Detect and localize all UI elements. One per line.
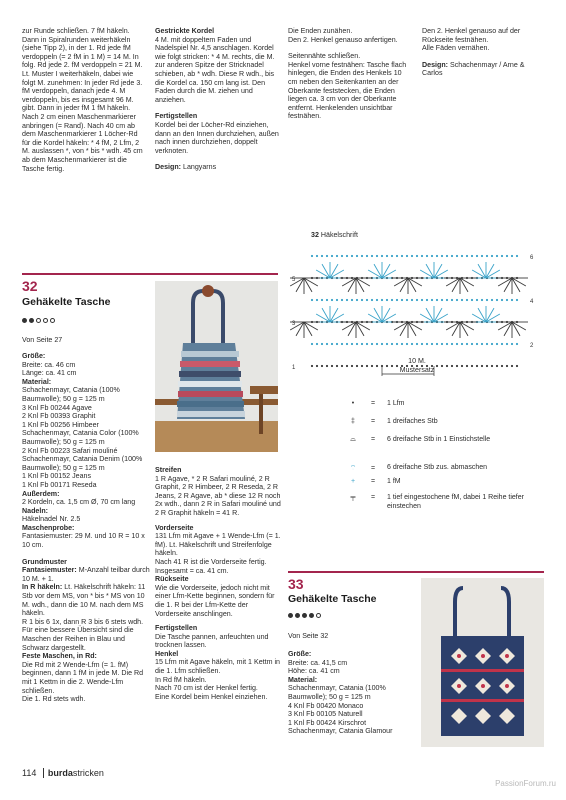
chart-stitch: [371, 299, 373, 301]
p33-mat: Schachenmayr, Catania (100% Baumwolle); 50 g = 125 m 4 Knl Fb 00420 Monaco 3 Knl Fb 00105 Naturell 1 Knl Fb 00424 Kirschrot Schachenmayr, Catania Glamour: [288, 684, 393, 736]
chart-stitch: [431, 255, 433, 257]
chart-stitch: [321, 299, 323, 301]
chart-stitch: [351, 343, 353, 345]
chart-stitch: [346, 255, 348, 257]
chart-stitch: [461, 365, 463, 367]
p32-ir-line: In R häkeln: Lt. Häkelschrift häkeln: 11 Stb vor dem MS, von * bis * MS von 10 M. wdh., dann die 10 M. nach dem MS häkeln. R 1 bis 6 1x, dann R 3 bis 6 stets wdh. Für eine bessere Übersicht sind die Maschen der Reihen in Blau und Schwarz dargestellt.: [22, 583, 146, 652]
vs-text: 131 Lfm mit Agave + 1 Wende-Lfm (= 1. fM). Lt. Häkelschrift und Streifenfolge häkeln. Nach 41 R ist die Vorderseite fertig. Insgesamt = ca. 41 cm.: [155, 532, 281, 575]
legend-row: [335, 494, 555, 511]
chart-stitch: [511, 255, 513, 257]
chart-stitch: [506, 343, 508, 345]
legend-text: 1 dreifaches Stb: [387, 418, 438, 425]
p33-rule: [288, 571, 544, 573]
chart-stitch: [451, 343, 453, 345]
chart-row-number: 3: [292, 321, 296, 327]
design-line: Design: Langyarns: [155, 163, 217, 172]
chart-stitch: [361, 365, 363, 367]
legend-text: 6 dreifache Stb in 1 Einstichstelle: [387, 436, 491, 443]
chart-stitch: [491, 299, 493, 301]
chart-stitch: [371, 365, 373, 367]
chart-stitch: [361, 255, 363, 257]
legend-row: [335, 436, 555, 445]
chart-stitch: [481, 343, 483, 345]
chart-stitch: [481, 299, 483, 301]
chart-stitch: [411, 299, 413, 301]
chart-stitch: [441, 343, 443, 345]
p32-photo: [155, 281, 278, 452]
chart-stitch: [406, 343, 408, 345]
chart-stitch: [406, 255, 408, 257]
chart-stitch: [381, 255, 383, 257]
fs-heading: Fertigstellen: [155, 624, 198, 633]
chart-stitch: [451, 255, 453, 257]
chart-stitch: [411, 255, 413, 257]
vs-heading: Vorderseite: [155, 523, 194, 532]
fertig-text: Kordel bei der Löcher-Rd einziehen, dann an den Innen durchziehen, außen nach innen durchziehen, doppelt verknoten.: [155, 120, 279, 155]
chart-stitch: [396, 255, 398, 257]
chart-stitch: [311, 299, 313, 301]
chart-stitch: [481, 365, 483, 367]
chart-stitch: [511, 365, 513, 367]
chart-stitch: [386, 343, 388, 345]
chart-row-number: 4: [530, 299, 534, 305]
chart-stitch: [476, 365, 478, 367]
p32-details: [22, 352, 150, 704]
chart-stitch: [401, 255, 403, 257]
chart-stitch: [311, 365, 313, 367]
chart-stitch: [336, 299, 338, 301]
chart-stitch: [431, 299, 433, 301]
chart-stitch: [351, 365, 353, 367]
chart-stitch: [516, 365, 518, 367]
p32-fmr: Die Rd mit 2 Wende-Lfm (= 1. fM) beginnen, dann 1 fM in jede M. Die Rd mit 1 Kettm in die 2. Wende-Lfm schließen. Die 1. Rd stets wdh.: [22, 660, 144, 704]
chart-stitch: [321, 365, 323, 367]
chart-stitch: [466, 255, 468, 257]
chart-stitch: [341, 255, 343, 257]
chart-stitch: [361, 343, 363, 345]
chart-stitch: [496, 255, 498, 257]
chart-row-number: 5: [292, 277, 296, 283]
legend-symbol: ╤: [350, 494, 356, 501]
chart-stitch: [341, 299, 343, 301]
p32-mat: Schachenmayr, Catania (100% Baumwolle); 50 g = 125 m 3 Knl Fb 00244 Agave 2 Knl Fb 00393 Graphit 1 Knl Fb 00256 Himbeer Schachenmayr, Catania Color (100% Baumwolle); 50 g = 125 m 2 Knl Fb 00223 Safari mouliné Schachenmayr, Catania Denim (100% Baumwolle); 50 g = 125 m 1 Knl Fb 00152 Jeans 1 Knl Fb 00171 Reseda: [22, 386, 143, 489]
chart-stitch: [371, 343, 373, 345]
chart-stitch: [391, 299, 393, 301]
chart-stitch: [426, 299, 428, 301]
chart-stitch: [316, 255, 318, 257]
chart-stitch: [471, 255, 473, 257]
difficulty-dot: [22, 318, 27, 323]
p33-size: Breite: ca. 41,5 cm Höhe: ca. 41 cm: [288, 658, 348, 676]
col2-top: [155, 27, 283, 172]
chart-row-number: 1: [292, 365, 296, 371]
p33-from: Von Seite 32: [288, 632, 329, 640]
legend-equals: =: [371, 418, 376, 425]
legend-symbol: •: [351, 400, 355, 407]
p33-number: 33: [288, 576, 304, 592]
chart-stitch: [446, 365, 448, 367]
chart-stitch: [341, 343, 343, 345]
chart-stitch: [511, 299, 513, 301]
legend-row: [335, 400, 555, 409]
chart-stitch: [326, 255, 328, 257]
difficulty-dot: [50, 318, 55, 323]
p32-nad-heading: Nadeln:: [22, 506, 49, 515]
legend-symbol: ‡: [351, 418, 355, 425]
legend-equals: =: [371, 478, 376, 485]
p32-mp-heading: Maschenprobe:: [22, 523, 75, 532]
chart-stitch: [481, 255, 483, 257]
legend-equals: =: [371, 494, 376, 501]
col4-text: Den 2. Henkel genauso auf der Rückseite festnähen. Alle Fäden vernähen.: [422, 27, 521, 53]
chart-stitch: [516, 343, 518, 345]
chart-stitch: [376, 343, 378, 345]
chart-row-number: 6: [530, 255, 534, 261]
legend-row: [335, 464, 555, 473]
legend-symbol: +: [350, 478, 356, 485]
legend-text: 6 dreifache Stb zus. abmaschen: [387, 464, 488, 471]
difficulty-dot: [295, 613, 300, 618]
chart-stitch: [406, 299, 408, 301]
chart-stitch: [321, 343, 323, 345]
chart-stitch: [386, 365, 388, 367]
chart-ms: 10 M. Mustersatz: [399, 357, 435, 374]
chart-stitch: [501, 255, 503, 257]
chart-stitch: [326, 299, 328, 301]
p32-aus-heading: Außerdem:: [22, 489, 60, 498]
chart-stitch: [456, 299, 458, 301]
col4-design: Design: Schachenmayr / Arne & Carlos: [422, 60, 525, 78]
difficulty-dot: [36, 318, 41, 323]
chart-stitch: [516, 255, 518, 257]
chart-stitch: [416, 343, 418, 345]
chart-stitch: [366, 255, 368, 257]
p32-nad: Häkelnadel Nr. 2.5: [22, 515, 81, 524]
chart-stitch: [486, 365, 488, 367]
chart-stitch: [506, 299, 508, 301]
chart-stitch: [316, 365, 318, 367]
col1-text: zur Runde schließen. 7 fM häkeln. Dann in Spiralrunden weiterhäkeln (siehe Tipp 2), in der 1. Rd jede fM verdoppeln (= 2 fM in 1 M) = 14 M. In folg. Rd jede 2. fM verdoppeln = 21 M. Lt. Muster I weiterhäkeln, dabei wie folgt M. zunehmen: In jeder Rd jede 3. fM verdoppeln, danach jede 4. M verdoppeln, bis es insgesamt 96 M. gibt. Dann in jeder fM 1 fM häkeln. Nach 2 cm einen Maschenmarkierer anbringen (= Rand). Nach 40 cm ab dem Maschenmarkierer 1 Löcher-Rd für die Kordel häkeln: * 4 fM, 2 Lfm, 2 M. auslassen *, von * bis * wdh. 45 cm ab dem Maschenmarkierer ist die Tasche fertig.: [22, 27, 143, 173]
chart-stitch: [396, 343, 398, 345]
p33-title: Gehäkelte Tasche: [288, 593, 377, 605]
chart-stitch: [361, 299, 363, 301]
chart-stitch: [376, 299, 378, 301]
difficulty-dot: [316, 613, 321, 618]
legend-row: [335, 478, 555, 487]
legend-equals: =: [371, 400, 376, 407]
chart-stitch: [341, 365, 343, 367]
chart-stitch: [466, 343, 468, 345]
difficulty-dot: [29, 318, 34, 323]
chart-stitch: [326, 343, 328, 345]
p32-mat-heading: Material:: [22, 377, 52, 386]
chart-stitch: [316, 299, 318, 301]
chart-stitch: [311, 343, 313, 345]
chart-stitch: [446, 299, 448, 301]
legend-row: [335, 418, 555, 427]
legend-text: 1 Lfm: [387, 400, 405, 407]
p33-photo: [421, 578, 544, 747]
chart-stitch: [456, 343, 458, 345]
chart-stitch: [451, 365, 453, 367]
p32-size-heading: Größe:: [22, 352, 46, 360]
fertig-heading: Fertigstellen: [155, 112, 198, 121]
hk-text: 15 Lfm mit Agave häkeln, mit 1 Kettm in die 1. Lfm schließen. In Rd fM häkeln. Nach 70 cm ist der Henkel fertig. Eine Kordel beim Henkel einziehen.: [155, 658, 280, 701]
chart-stitch: [366, 365, 368, 367]
chart-stitch: [336, 255, 338, 257]
chart-stitch: [516, 299, 518, 301]
chart-stitch: [436, 255, 438, 257]
chart-stitch: [501, 365, 503, 367]
chart-stitch: [356, 343, 358, 345]
col3-text2: Henkel vorne festnähen: Tasche flach hinlegen, die Enden des Henkels 10 cm neben den Seitenkanten an der Oberkante feststecken, die Enden liegen ca. 3 cm von der Oberkante entfernt. Henkelenden unsichtbar festnähen.: [288, 60, 407, 121]
col4-top: [422, 27, 546, 78]
chart-stitch: [441, 299, 443, 301]
chart-stitch: [416, 255, 418, 257]
chart-stitch: [421, 343, 423, 345]
chart-stitch: [321, 255, 323, 257]
chart-stitch: [456, 255, 458, 257]
chart-stitch: [351, 299, 353, 301]
p32-difficulty: [22, 318, 55, 323]
chart-stitch: [356, 365, 358, 367]
chart-stitch: [426, 343, 428, 345]
chart-stitch: [486, 299, 488, 301]
brand: burdastricken: [43, 768, 104, 778]
chart-stitch: [371, 255, 373, 257]
chart-stitch: [426, 255, 428, 257]
chart-stitch: [396, 299, 398, 301]
legend-text: 1 fM: [387, 478, 401, 485]
chart-stitch: [356, 255, 358, 257]
chart-stitch: [441, 255, 443, 257]
chart-stitch: [496, 365, 498, 367]
col3-heading: Seitennähte schließen.: [288, 52, 361, 61]
chart-stitch: [336, 343, 338, 345]
chart-stitch: [411, 343, 413, 345]
chart-stitch: [446, 343, 448, 345]
chart-stitch: [391, 343, 393, 345]
chart-stitch: [476, 343, 478, 345]
chart-stitch: [416, 299, 418, 301]
chart-stitch: [381, 343, 383, 345]
chart-stitch: [391, 365, 393, 367]
col3-top: [288, 27, 412, 121]
legend-text: 1 tief eingestochene fM, dabei 1 Reihe tiefer einstechen: [387, 494, 524, 510]
chart-stitch: [496, 343, 498, 345]
difficulty-dot: [309, 613, 314, 618]
chart-stitch: [346, 343, 348, 345]
chart-stitch: [331, 299, 333, 301]
chart-stitch: [471, 343, 473, 345]
col3-text1: Die Enden zunähen. Den 2. Henkel genauso anfertigen.: [288, 27, 398, 44]
p33-details: [288, 650, 416, 736]
p33-difficulty: [288, 613, 321, 618]
chart-stitch: [466, 365, 468, 367]
chart-stitch: [506, 365, 508, 367]
streifen-text: 1 R Agave, * 2 R Safari mouliné, 2 R Graphit, 2 R Himbeer, 2 R Reseda, 2 R Jeans, 2 R Agave, ab * diese 12 R noch 2x wdh., dann 2 R in Safari mouliné und 2 R Graphit häkeln = 41 R.: [155, 474, 281, 517]
chart-stitch: [461, 343, 463, 345]
chart-stitch: [491, 343, 493, 345]
p33-mat-heading: Material:: [288, 675, 318, 684]
chart-stitch: [351, 255, 353, 257]
chart-stitch: [451, 299, 453, 301]
p32-fmr-heading: Feste Maschen, in Rd:: [22, 652, 97, 661]
chart-stitch: [491, 365, 493, 367]
chart-row-number: 2: [530, 343, 534, 349]
chart-stitch: [376, 255, 378, 257]
chart-stitch: [441, 365, 443, 367]
chart-stitch: [446, 255, 448, 257]
legend-equals: =: [371, 436, 376, 443]
difficulty-dot: [43, 318, 48, 323]
chart-stitch: [381, 299, 383, 301]
streifen-heading: Streifen: [155, 466, 182, 474]
kordel-heading: Gestrickte Kordel: [155, 27, 215, 35]
chart-stitch: [366, 299, 368, 301]
chart-stitch: [486, 343, 488, 345]
chart-stitch: [471, 299, 473, 301]
chart-stitch: [366, 343, 368, 345]
chart-stitch: [421, 255, 423, 257]
chart-stitch: [431, 343, 433, 345]
chart-stitch: [436, 343, 438, 345]
chart-stitch: [376, 365, 378, 367]
chart-stitch: [501, 299, 503, 301]
chart-stitch: [466, 299, 468, 301]
chart-stitch: [401, 299, 403, 301]
chart-stitch: [461, 255, 463, 257]
chart-stitch: [356, 299, 358, 301]
chart-stitch: [471, 365, 473, 367]
chart-stitch: [496, 299, 498, 301]
chart-stitch: [456, 365, 458, 367]
col1-top: [22, 27, 146, 173]
p32-rule: [22, 273, 278, 275]
hk-heading: Henkel: [155, 649, 179, 658]
chart-stitch: [421, 299, 423, 301]
difficulty-dot: [302, 613, 307, 618]
p32-from: Von Seite 27: [22, 336, 63, 344]
p32-gm-heading: Grundmuster: [22, 557, 67, 566]
p32-number: 32: [22, 278, 38, 294]
rs-heading: Rückseite: [155, 575, 189, 584]
fs-text: Die Tasche pannen, anfeuchten und trocknen lassen.: [155, 632, 269, 650]
chart-stitch: [331, 255, 333, 257]
chart-label: 32 Häkelschrift: [311, 231, 358, 239]
chart-stitch: [386, 255, 388, 257]
chart-stitch: [476, 299, 478, 301]
legend-symbol: ⌔: [349, 465, 357, 472]
chart-stitch: [386, 299, 388, 301]
p32-fm-line: Fantasiemuster: M-Anzahl teilbar durch 10 M. + 1.: [22, 566, 150, 583]
chart-stitch: [331, 343, 333, 345]
p32-mp: Fantasiemuster: 29 M. und 10 R = 10 x 10 cm.: [22, 532, 145, 550]
chart-stitch: [346, 365, 348, 367]
chart-stitch: [506, 255, 508, 257]
chart-stitch: [501, 343, 503, 345]
difficulty-dot: [288, 613, 293, 618]
p32-aus: 2 Kordeln, ca. 1,5 cm Ø, 70 cm lang: [22, 498, 136, 507]
chart-stitch: [346, 299, 348, 301]
footer: [22, 768, 104, 778]
chart-stitch: [311, 255, 313, 257]
chart-stitch: [491, 255, 493, 257]
chart-stitch: [401, 343, 403, 345]
chart-stitch: [461, 299, 463, 301]
chart-stitch: [391, 255, 393, 257]
chart-stitch: [511, 343, 513, 345]
bag-stripes: [177, 343, 245, 419]
legend-symbol: ⌓: [350, 436, 356, 443]
p32-title: Gehäkelte Tasche: [22, 296, 111, 308]
chart-stitch: [316, 343, 318, 345]
page-number: 114: [22, 768, 37, 778]
chart-stitch: [476, 255, 478, 257]
chart-stitch: [336, 365, 338, 367]
chart-stitch: [486, 255, 488, 257]
rs-text: Wie die Vorderseite, jedoch nicht mit einer Lfm-Kette beginnen, sondern für die 1. R bei der Lfm-Kette der Vorderseite anschlingen.: [155, 583, 275, 618]
p32-size: Breite: ca. 46 cm Länge: ca. 41 cm: [22, 360, 77, 378]
chart-stitch: [331, 365, 333, 367]
chart-stitch: [436, 299, 438, 301]
col2-bottom: [155, 466, 283, 701]
legend-equals: =: [371, 465, 376, 472]
p33-size-heading: Größe:: [288, 650, 312, 658]
chart-stitch: [326, 365, 328, 367]
watermark: PassionForum.ru: [495, 779, 556, 788]
kordel-text: 4 M. mit doppeltem Faden und Nadelspiel Nr. 4,5 anschlagen. Kordel wie folgt stricken: * 4 M. rechts, die M. zur anderen Spitze der Stricknadel schieben, ab * wdh. Diese R wdh., bis die Kordel ca. 150 cm lang ist. Den Faden durch die M. ziehen und anziehen.: [155, 35, 275, 104]
chart-legend: [335, 398, 555, 518]
